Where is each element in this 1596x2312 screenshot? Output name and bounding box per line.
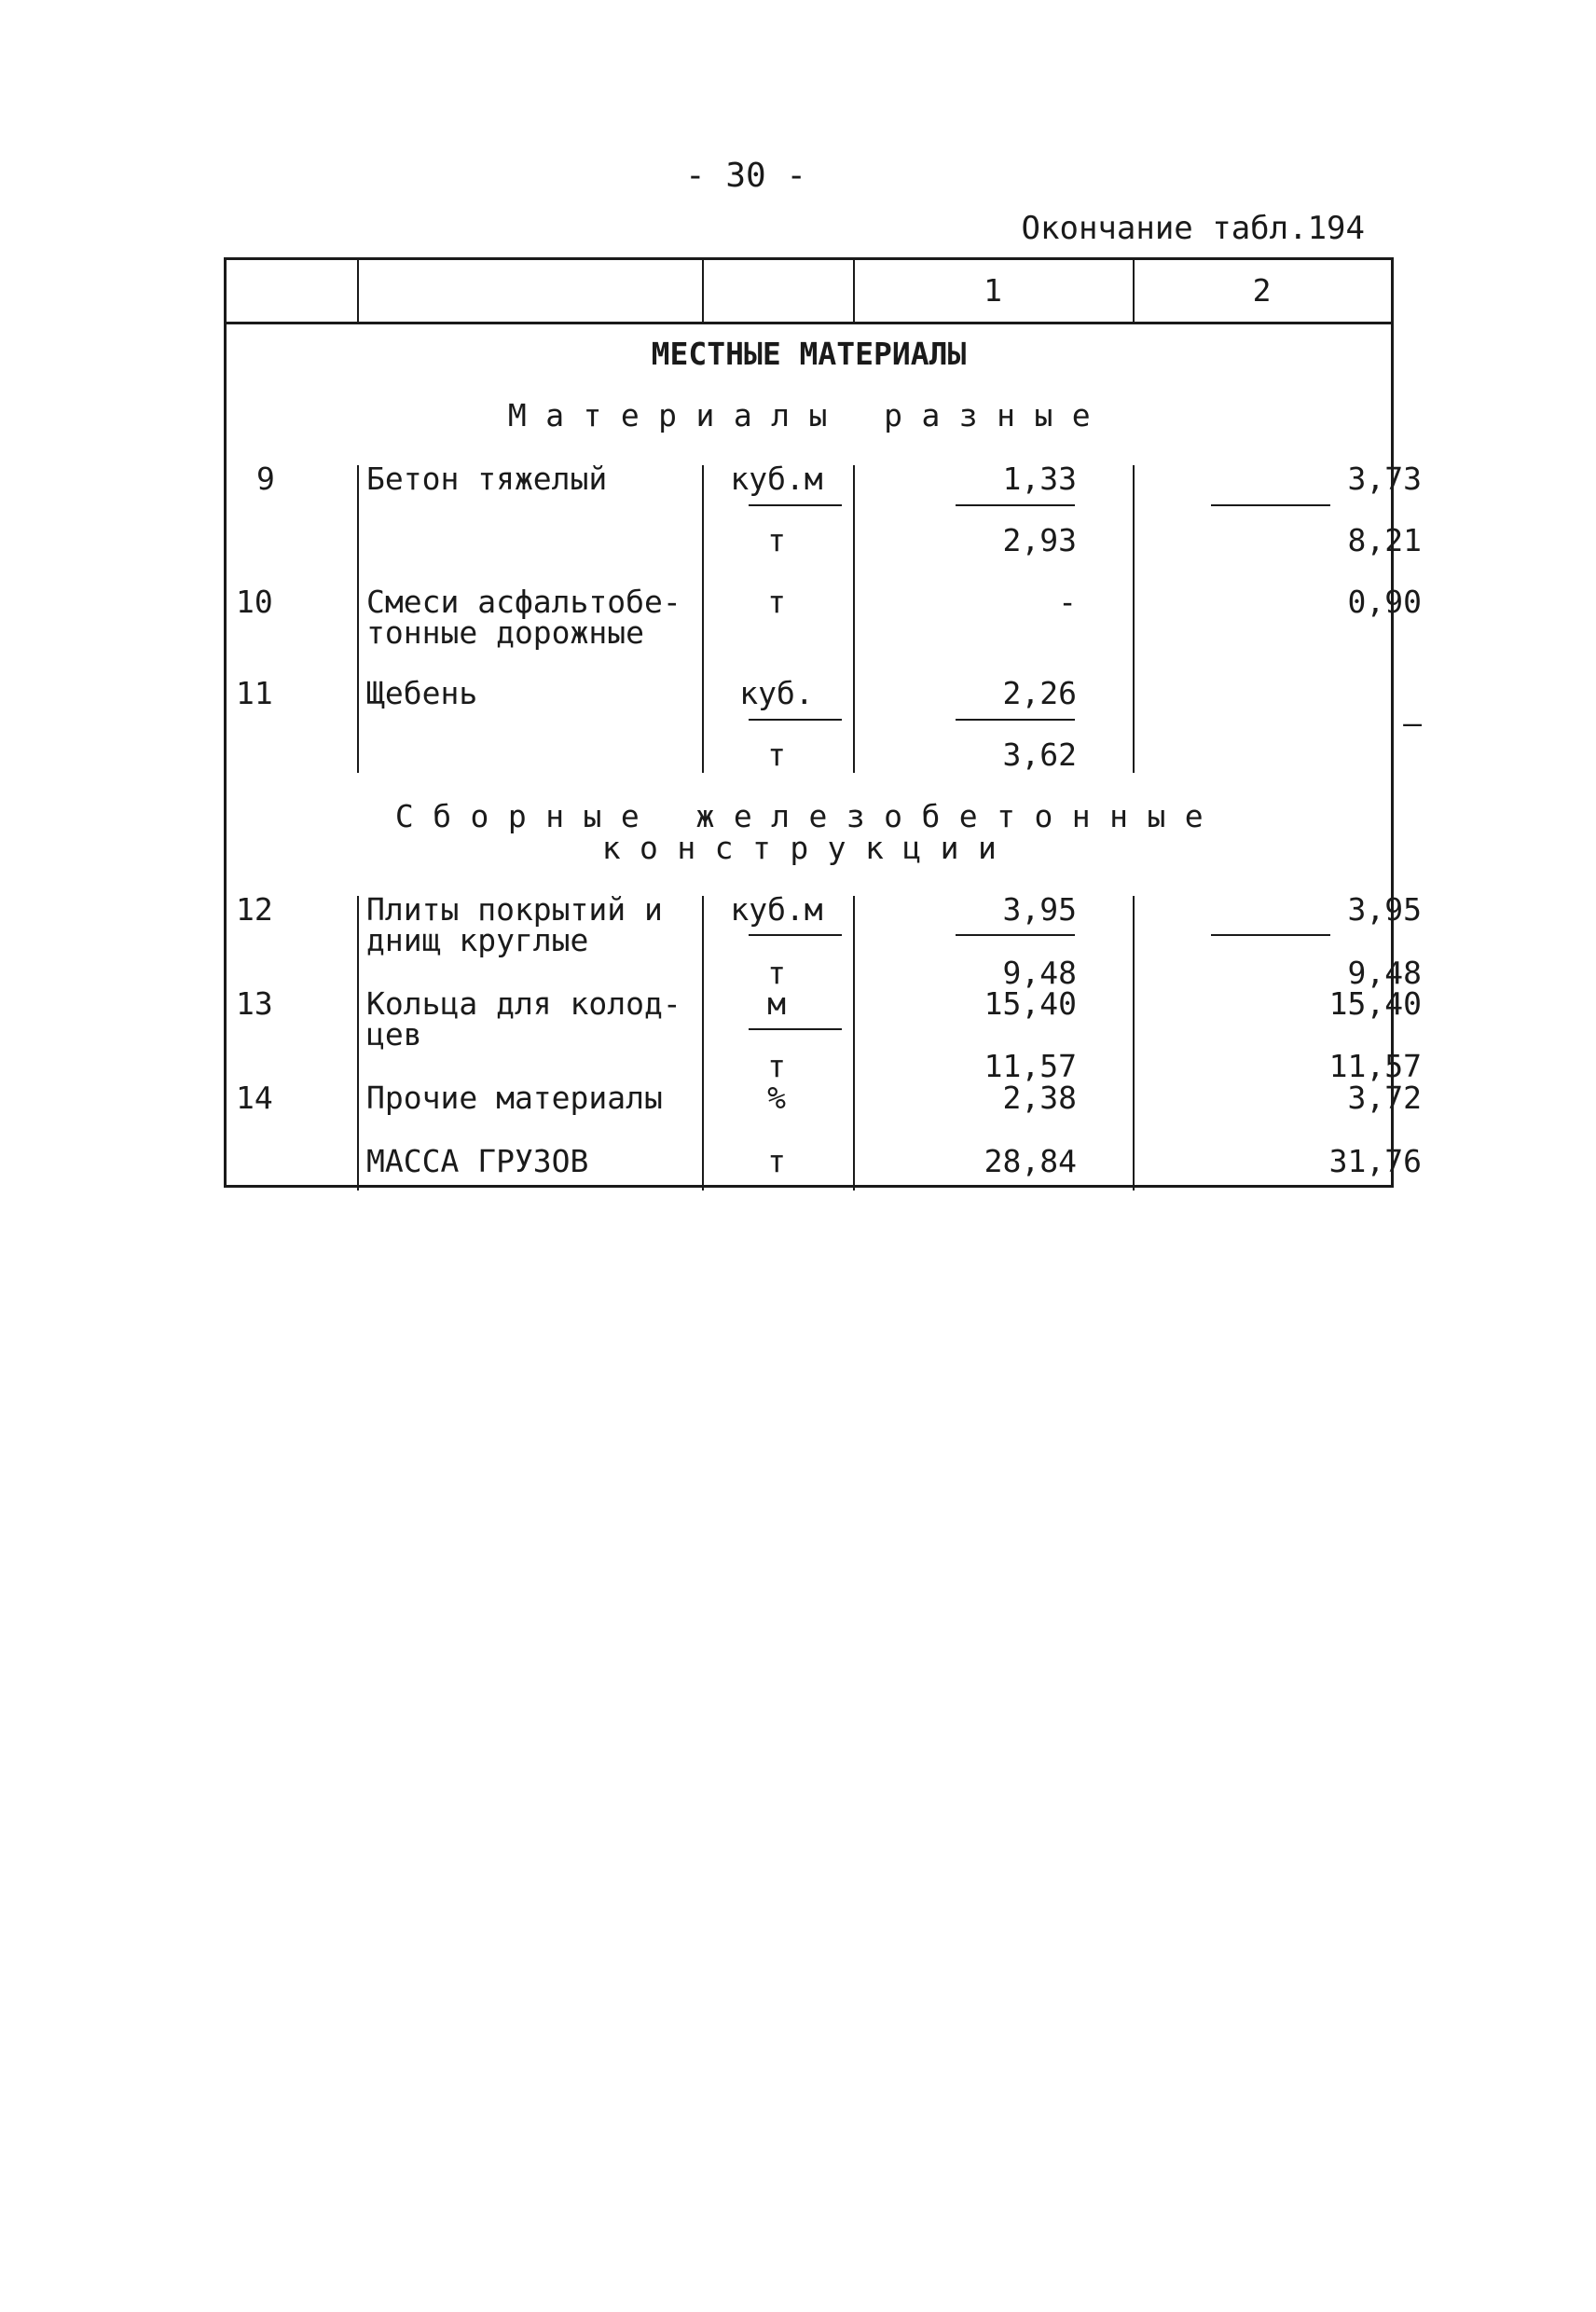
- unit-divider: [749, 1028, 842, 1030]
- col-line-name: [702, 260, 704, 322]
- unit-divider: [749, 504, 842, 506]
- row-number: 10: [236, 584, 273, 620]
- page-number: - 30 -: [684, 157, 807, 195]
- row-unit: т: [767, 522, 786, 558]
- row-unit: куб.: [739, 675, 814, 711]
- value-divider: [1211, 504, 1330, 506]
- row-value-col2: 15,40: [1328, 985, 1422, 1022]
- row-unit: %: [767, 1080, 786, 1116]
- total-value-col2: 31,76: [1328, 1143, 1422, 1179]
- row-name: Плиты покрытий и: [366, 891, 663, 928]
- row-value-col1: 1,33: [1002, 461, 1077, 497]
- table-caption: Окончание табл.194: [1021, 210, 1365, 247]
- subsection-heading: Материалы разные: [507, 397, 1110, 434]
- row-value-col2: 3,72: [1347, 1080, 1422, 1116]
- row-name: Смеси асфальтобе-: [366, 584, 681, 620]
- value-divider: [956, 719, 1075, 721]
- subsection-heading: Сборные железобетонные: [394, 798, 1223, 834]
- row-value-col1: 2,93: [1002, 522, 1077, 558]
- row-unit: куб.м: [730, 891, 823, 928]
- row-value-col1: 2,26: [1002, 675, 1077, 711]
- row-value-col1: -: [1058, 584, 1077, 620]
- total-value-col1: 28,84: [984, 1143, 1077, 1179]
- col-line-num: [357, 465, 359, 773]
- row-value-col2: 11,57: [1328, 1048, 1422, 1084]
- header-col2: 2: [1252, 272, 1272, 309]
- row-value-col1: 3,62: [1002, 736, 1077, 773]
- row-value-col1: 9,48: [1002, 955, 1077, 991]
- col-line-unit: [853, 465, 855, 773]
- total-label: МАССА ГРУЗОВ: [366, 1143, 589, 1179]
- row-number: 12: [236, 891, 273, 928]
- subsection-heading-continued: конструкции: [601, 830, 1016, 866]
- row-value-col1: 15,40: [984, 985, 1077, 1022]
- row-unit: м: [767, 985, 786, 1022]
- row-unit: т: [767, 736, 786, 773]
- row-number: 11: [236, 675, 273, 711]
- row-name-continued: цев: [366, 1016, 422, 1053]
- row-unit: т: [767, 1048, 786, 1084]
- row-value-col1: 2,38: [1002, 1080, 1077, 1116]
- row-value-col2: –: [1403, 705, 1422, 741]
- value-divider: [1211, 934, 1330, 936]
- total-unit: т: [767, 1143, 786, 1179]
- row-name: Прочие материалы: [366, 1080, 663, 1116]
- value-divider: [956, 504, 1075, 506]
- row-name: Бетон тяжелый: [366, 461, 608, 497]
- value-divider: [956, 934, 1075, 936]
- row-name: Щебень: [366, 675, 478, 711]
- row-name-continued: тонные дорожные: [366, 614, 645, 651]
- row-number: 13: [236, 985, 273, 1022]
- row-unit: т: [767, 955, 786, 991]
- row-name-continued: днищ круглые: [366, 922, 589, 958]
- row-value-col1: 11,57: [984, 1048, 1077, 1084]
- unit-divider: [749, 719, 842, 721]
- row-unit: куб.м: [730, 461, 823, 497]
- row-unit: т: [767, 584, 786, 620]
- header-divider: [227, 322, 1391, 324]
- row-value-col2: 3,95: [1347, 891, 1422, 928]
- row-value-col1: 3,95: [1002, 891, 1077, 928]
- section-heading: МЕСТНЫЕ МАТЕРИАЛЫ: [651, 336, 967, 372]
- row-number: 9: [256, 461, 275, 497]
- unit-divider: [749, 934, 842, 936]
- row-name: Кольца для колод-: [366, 985, 681, 1022]
- row-value-col2: 3,73: [1347, 461, 1422, 497]
- row-value-col2: 0,90: [1347, 584, 1422, 620]
- col-line-num: [357, 896, 359, 1190]
- col-line-num: [357, 260, 359, 322]
- row-number: 14: [236, 1080, 273, 1116]
- header-col1: 1: [984, 272, 1002, 309]
- row-value-col2: 8,21: [1347, 522, 1422, 558]
- row-value-col2: 9,48: [1347, 955, 1422, 991]
- col-line-name: [702, 465, 704, 773]
- materials-table: [224, 257, 1422, 1188]
